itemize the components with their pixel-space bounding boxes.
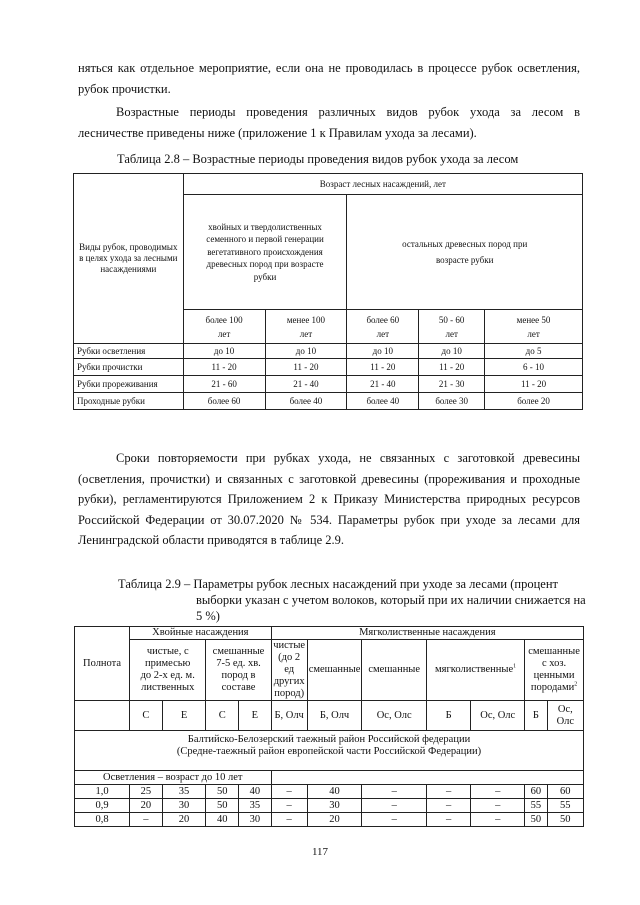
cell: – bbox=[471, 813, 525, 827]
cell: 21 - 40 bbox=[265, 376, 347, 393]
sub-header: менее 100 лет bbox=[265, 310, 347, 344]
cell: – bbox=[271, 785, 307, 799]
footnote-mark: 2 bbox=[574, 681, 578, 688]
cell: до 5 bbox=[485, 344, 583, 359]
poln-cell: 1,0 bbox=[75, 785, 130, 799]
header-poln: Полнота bbox=[75, 627, 130, 701]
header-valuable-text: смешанные с хоз. ценными породами bbox=[528, 646, 580, 693]
para2-text: Сроки повторяемости при рубках ухода, не связанных с заготовкой древесины (осветления, прочистки) и связанных с заготовкой древесины (прореживания и проходные рубки), регламентируются Приложением 2 к Приказу Министерства природных ресурсов Российской Федерации от 30.07.2020 № 534. Параметры рубок при уходе за лесами для Ленинградской области приводятся в таблице 2.9. bbox=[78, 451, 580, 547]
cell: 11 - 20 bbox=[347, 359, 419, 376]
header-valuable bbox=[525, 640, 584, 701]
header-conif: хвойных и твердолиственных семенного и первой генерации вегетативного происхождения древесных пород при возрасте рубки bbox=[183, 195, 347, 310]
cell: 35 bbox=[239, 799, 272, 813]
cell: 50 bbox=[206, 785, 239, 799]
cell: 30 bbox=[239, 813, 272, 827]
section-cell: Осветления – возраст до 10 лет bbox=[75, 771, 272, 785]
cell: 30 bbox=[307, 799, 362, 813]
cell: 55 bbox=[547, 799, 583, 813]
species-cell: Б bbox=[427, 701, 471, 731]
cell: – bbox=[427, 799, 471, 813]
cell: 11 - 20 bbox=[265, 359, 347, 376]
cell: более 30 bbox=[419, 393, 485, 410]
empty-cell bbox=[75, 701, 130, 731]
cell: 11 - 20 bbox=[419, 359, 485, 376]
species-cell: Б bbox=[525, 701, 547, 731]
region-line1: Балтийско-Белозерский таежный район Российской федерации bbox=[187, 734, 471, 745]
empty-cell bbox=[271, 771, 583, 785]
intro-line2: Возрастные периоды проведения различных видов рубок ухода за лесом в лесничестве приведены ниже (приложение 1 к Правилам ухода за лесами). bbox=[78, 105, 580, 140]
table-row bbox=[74, 344, 583, 359]
sub-header: 50 - 60 лет bbox=[419, 310, 485, 344]
cell: 21 - 40 bbox=[347, 376, 419, 393]
row-label: Проходные рубки bbox=[74, 393, 184, 410]
header-mixed: смешанные 7-5 ед. хв. пород в составе bbox=[206, 640, 271, 701]
table-row bbox=[74, 376, 583, 393]
species-cell: Е bbox=[239, 701, 272, 731]
cell: 50 bbox=[206, 799, 239, 813]
species-cell: Ос, Олс bbox=[471, 701, 525, 731]
cell: – bbox=[471, 785, 525, 799]
cell: – bbox=[427, 813, 471, 827]
footnote-mark: 1 bbox=[513, 663, 517, 670]
row-label: Рубки осветления bbox=[74, 344, 184, 359]
cell: – bbox=[427, 785, 471, 799]
table29-caption bbox=[118, 576, 588, 624]
poln-cell: 0,8 bbox=[75, 813, 130, 827]
table-row bbox=[75, 799, 584, 813]
region-cell bbox=[75, 731, 584, 771]
poln-cell: 0,9 bbox=[75, 799, 130, 813]
cell: 35 bbox=[162, 785, 206, 799]
cell: 60 bbox=[547, 785, 583, 799]
cell: – bbox=[271, 813, 307, 827]
header-soft: Мягколиственные насаждения bbox=[271, 627, 583, 640]
header-pure: чистые, с примесью до 2-х ед. м. лиственных bbox=[130, 640, 206, 701]
cell: 55 bbox=[525, 799, 547, 813]
cell: – bbox=[362, 785, 427, 799]
cell: 40 bbox=[239, 785, 272, 799]
cell: более 20 bbox=[485, 393, 583, 410]
table-row bbox=[75, 813, 584, 827]
cell: 50 bbox=[547, 813, 583, 827]
cell: 20 bbox=[307, 813, 362, 827]
intro-line1: няться как отдельное мероприятие, если она не проводилась в процессе рубок осветления, рубок прочистки. bbox=[78, 61, 580, 96]
cell: до 10 bbox=[347, 344, 419, 359]
species-cell: Б, Олч bbox=[271, 701, 307, 731]
sub-header: более 60 лет bbox=[347, 310, 419, 344]
cell: 6 - 10 bbox=[485, 359, 583, 376]
cell: 20 bbox=[162, 813, 206, 827]
species-row bbox=[75, 701, 584, 731]
cell: 21 - 60 bbox=[183, 376, 265, 393]
cell: 20 bbox=[130, 799, 163, 813]
intro-paragraph bbox=[78, 58, 580, 143]
cell: – bbox=[362, 813, 427, 827]
cell: – bbox=[130, 813, 163, 827]
cell: 40 bbox=[307, 785, 362, 799]
header-mix1: смешанные bbox=[307, 640, 362, 701]
species-cell: Ос, Олс bbox=[362, 701, 427, 731]
cell: – bbox=[362, 799, 427, 813]
sub-header: менее 50 лет bbox=[485, 310, 583, 344]
header-softwood bbox=[427, 640, 525, 701]
region-line2: (Средне-таежный район европейской части Российской Федерации) bbox=[176, 746, 482, 757]
species-cell: С bbox=[206, 701, 239, 731]
cell: – bbox=[271, 799, 307, 813]
header-kind: Виды рубок, проводимых в целях ухода за лесными насаждениями bbox=[74, 174, 184, 344]
page-number: 117 bbox=[311, 846, 329, 858]
table-2-8 bbox=[73, 173, 583, 410]
cell: более 40 bbox=[347, 393, 419, 410]
cell: до 10 bbox=[183, 344, 265, 359]
cell: 30 bbox=[162, 799, 206, 813]
cell: 11 - 20 bbox=[485, 376, 583, 393]
cell: – bbox=[471, 799, 525, 813]
header-conif: Хвойные насаждения bbox=[130, 627, 272, 640]
sub-header: более 100 лет bbox=[183, 310, 265, 344]
species-cell: С bbox=[130, 701, 163, 731]
header-age: Возраст лесных насаждений, лет bbox=[183, 174, 582, 195]
species-cell: Б, Олч bbox=[307, 701, 362, 731]
table-row bbox=[75, 785, 584, 799]
cell: 11 - 20 bbox=[183, 359, 265, 376]
header-pure2: чистые (до 2 ед других пород) bbox=[271, 640, 307, 701]
header-softwood-text: мягколиственные bbox=[435, 664, 514, 675]
header-mix2: смешанные bbox=[362, 640, 427, 701]
cell: более 40 bbox=[265, 393, 347, 410]
cell: 60 bbox=[525, 785, 547, 799]
body-paragraph bbox=[78, 448, 580, 551]
cell: 40 bbox=[206, 813, 239, 827]
row-label: Рубки прочистки bbox=[74, 359, 184, 376]
row-label: Рубки прореживания bbox=[74, 376, 184, 393]
table28-caption: Таблица 2.8 – Возрастные периоды проведения видов рубок ухода за лесом bbox=[117, 152, 519, 166]
table-row bbox=[74, 359, 583, 376]
header-other: остальных древесных пород при возрасте рубки bbox=[347, 195, 583, 310]
table-2-9 bbox=[74, 626, 584, 827]
cell: 25 bbox=[130, 785, 163, 799]
species-cell: Ос, Олс bbox=[547, 701, 583, 731]
cell: до 10 bbox=[265, 344, 347, 359]
cell: 21 - 30 bbox=[419, 376, 485, 393]
cell: более 60 bbox=[183, 393, 265, 410]
cell: до 10 bbox=[419, 344, 485, 359]
cell: 50 bbox=[525, 813, 547, 827]
table-row bbox=[74, 393, 583, 410]
table29-caption-line2: выборки указан с учетом волоков, который при их наличии снижается на 5 %) bbox=[196, 593, 586, 623]
species-cell: Е bbox=[162, 701, 206, 731]
table29-caption-line1: Таблица 2.9 – Параметры рубок лесных насаждений при уходе за лесами (процент bbox=[118, 577, 558, 591]
